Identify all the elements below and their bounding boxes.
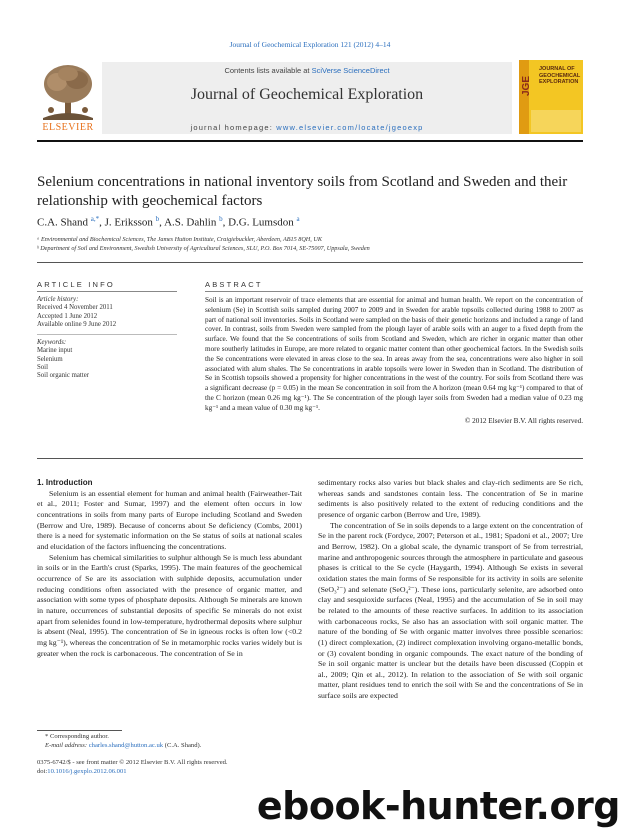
abstract (205, 296, 583, 426)
author-separator: , (222, 216, 229, 229)
history-heading: Article history: (37, 296, 79, 303)
homepage-link[interactable]: www.elsevier.com/locate/jgeoexp (276, 123, 424, 132)
journal-homepage (102, 123, 512, 132)
affiliation-b: ᵇ Department of Soil and Environment, Swedish University of Agricultural Sciences, SLU, P.O. Box 7014, SE-75007, Uppsala, Sweden (37, 245, 370, 252)
abstract-text: Soil is an important reservoir of trace elements that are essential for animal and human health. We report on the concentration of selenium (Se) in Scottish soils sampled during 2007 to 2009 and in Sweden for arable topsoils collected during 1988 to 2007 as part of national soil inventories. Soils in Scotland were sampled on the basis of their genetic horizons and included a range of land cover. In contrast, soils from Sweden were sampled from the plough layer of arable soils with an auger to a fixed depth from the surface. We found that the Se concentrations of soils from Scotland and Sweden, which are richer in organic matter than other more southerly latitudes in Europe, are more related to organic matter content than other geochemical factors. In the Swedish soils the Se concentrations were elevated in areas close to the sea. In areas away from the sea, concentrations were also higher in soil associated with alum shales. The Se concentrations in arable topsoils were lower in Sweden than in Scotland. The distribution of Se in Scottish topsoils showed a propensity for higher concentrations in the west of the country. For soils from Scotland there was a significant decrease (p = 0.05) in the mean Se concentration in soil from the A horizon (mean 0.64 mg kg⁻¹) compared to that of the C horizon (mean 0.26 mg kg⁻¹). The Se concentration of the plough layer soils from Sweden had a median value of 0.23 mg kg⁻¹ and a mean value of 0.30 mg kg⁻¹. (205, 296, 583, 412)
affiliation-a: ᵃ Environmental and Biochemical Sciences, The James Hutton Institute, Craigiebuckler, Aberdeen, AB15 8QH, UK (37, 236, 322, 243)
author-name: D.G. Lumsdon (228, 216, 297, 229)
header-rule (37, 140, 583, 142)
cover-title: JOURNAL OF GEOCHEMICAL EXPLORATION (539, 66, 581, 85)
keyword: Soil organic matter (37, 372, 89, 380)
author-name: A.S. Dahlin (164, 216, 220, 229)
keyword: Marine input (37, 347, 73, 355)
body-paragraph: The concentration of Se in soils depends to a large extent on the concentration of Se in the parent rock (Fordyce, 2007; Peterson et al., 1981; Spadoni et al., 2007; Ure and Berrow, 1982). On a global scale, the dynamic transport of Se from terrestrial, marine and anthropogenic sources through the atmosphere in particulate and gaseous phases is critical to the Se cycle (Haygarth, 1994). Although Se exists in several oxidation states the main forms of Se responsible for its activity in soils are selenite (SeO₃²⁻) and selenate (SeO₄²⁻). These ions, particularly selenite, are adsorbed onto clay and sesquioxide surfaces (Neal, 1995) and the accumulation of Se in soil may be related to the amounts of these reactive surfaces. In addition to its association with carbonaceous rocks, Se also has an association with soil organic matter. The nature of the bonding of Se with organic matter involves three possible scenarios: (1) direct complexation, (2) indirect complexation involving organo-metallic bonds, or (3) covalent bonding in organic compounds. The exact nature of the bonding of Se in soil organic matter is unclear but the details have been discussed (Coppin et al., 2009; Qin et al., 2012). In relation to the association of Se with soil organic matter, plant residues tend to enrich the soil with Se and the concentrations of Se in surface soils are expected (318, 520, 584, 701)
abstract-label: ABSTRACT (205, 280, 263, 289)
keyword: Soil (37, 364, 48, 372)
email-suffix: (C.A. Shand). (163, 742, 202, 749)
journal-cover (519, 60, 583, 134)
article-title: Selenium concentrations in national inventory soils from Scotland and Sweden and their relationship with geochemical factors (37, 174, 568, 209)
issn-block (37, 758, 302, 776)
history-received: Received 4 November 2011 (37, 304, 113, 312)
affiliation-rule (37, 262, 583, 263)
abstract-rule (205, 291, 583, 292)
author-affiliation-mark[interactable]: a (296, 215, 300, 223)
body-paragraph: Selenium is an essential element for human and animal health (Fairweather-Tait et al., 2011; Foster and Sumar, 1997) and the element often occurs in low concentrations in soils from many parts of Europe including Scotland and Sweden (Berrow and Ure, 1989). Because of concerns about Se deficiency (Combs, 2001) there is a need for systematic information on the Se status of soils at national scales and elucidation of the factors influencing the concentrations. (37, 488, 302, 551)
journal-title: Journal of Geochemical Exploration (190, 86, 424, 103)
author-separator: , (99, 216, 105, 229)
article-info (37, 296, 177, 381)
footnote-rule (37, 730, 122, 731)
journal-reference[interactable]: Journal of Geochemical Exploration 121 (2012) 4–14 (229, 40, 391, 49)
info-rule (37, 291, 177, 292)
contents-prefix: Contents lists available at (224, 66, 312, 75)
corresponding-author: * Corresponding author. (45, 733, 109, 740)
doi-line (37, 767, 302, 776)
history-online: Available online 9 June 2012 (37, 320, 117, 328)
issn-line: 0375-6742/$ - see front matter © 2012 Elsevier B.V. All rights reserved. (37, 759, 228, 766)
author-name: J. Eriksson (104, 216, 156, 229)
abstract-bottom-rule (37, 458, 583, 459)
author-separator: , (159, 216, 165, 229)
email-link[interactable]: charles.shand@hutton.ac.uk (88, 742, 164, 749)
doi-link[interactable]: 10.1016/j.gexplo.2012.06.001 (47, 768, 127, 775)
homepage-prefix: journal homepage: (190, 123, 277, 132)
footnote (37, 732, 302, 750)
email-line (37, 741, 302, 750)
author-list (37, 215, 300, 229)
doi-prefix: doi: (37, 768, 48, 775)
publisher-name: ELSEVIER (42, 122, 94, 133)
info-divider (37, 334, 177, 335)
author-affiliation-mark[interactable]: b (219, 215, 223, 223)
body-paragraph: sedimentary rocks also varies but black shales and clay-rich sediments are Se rich, whereas sands and sandstones contain less. The concentration of Se in marine sediments is also positively related to the extent of reducing conditions and the presence of organic carbon (Berrow and Ure, 1989). (318, 478, 583, 519)
contents-line (102, 66, 512, 75)
keywords-heading: Keywords: (37, 339, 67, 347)
body-left-column (37, 478, 302, 659)
keyword: Selenium (37, 355, 63, 363)
copyright: © 2012 Elsevier B.V. All rights reserved. (464, 416, 583, 425)
cover-logo: JGE (521, 76, 532, 97)
intro-heading: 1. Introduction (37, 478, 93, 487)
article-info-label: ARTICLE INFO (37, 280, 115, 289)
history-accepted: Accepted 1 June 2012 (37, 312, 98, 320)
watermark: ebook-hunter.org (256, 784, 620, 828)
author-name: C.A. Shand (37, 216, 91, 229)
author-affiliation-mark[interactable]: b (155, 215, 160, 223)
body-right-column (318, 478, 583, 702)
sciencedirect-link[interactable]: SciVerse ScienceDirect (311, 66, 390, 75)
author-affiliation-mark[interactable]: a,* (90, 215, 100, 223)
body-paragraph: Selenium has chemical similarities to sulphur although Se is much less abundant in soils or in the Earth's crust (Sparks, 1995). The main features of the geochemical occurrence of Se are its association with sulphide deposits, accumulation under reducing conditions often associated with the presence of organic matter, and association with some types of phosphate deposits. Although Se minerals are known in nature, occurrences of substantial deposits of specific Se minerals do not exist apart from selenides found in low-temperature, hydrothermal deposits where sulphur is absent (Neal, 1995). The concentration of Se in igneous rocks is often low (<0.2 mg kg⁻¹), whereas the concentration of Se in metamorphic rocks varies widely but is greater when the rock is carbonaceous. The concentration of Se in (37, 552, 302, 658)
elsevier-logo (37, 60, 99, 134)
email-label: E-mail address: (45, 742, 89, 749)
